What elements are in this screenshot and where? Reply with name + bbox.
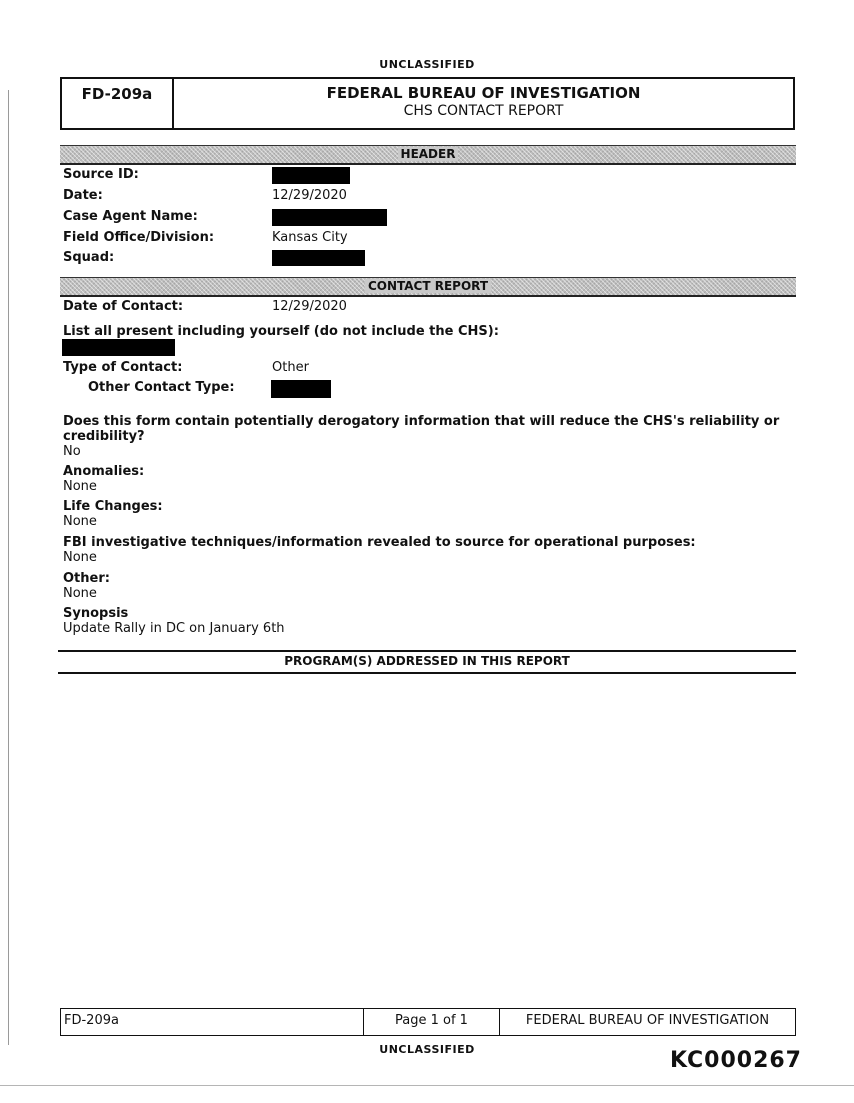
fbi-techniques-value: None — [63, 550, 97, 565]
contact-report-section-bar — [60, 277, 796, 297]
other-contact-type-redaction — [271, 380, 331, 398]
source-id-label: Source ID: — [63, 167, 139, 182]
form-number: FD-209a — [62, 79, 174, 128]
source-id-redaction — [272, 167, 350, 184]
classification-bottom: UNCLASSIFIED — [379, 1043, 475, 1056]
footer-form-number: FD-209a — [61, 1009, 364, 1035]
organization-title: FEDERAL BUREAU OF INVESTIGATION — [326, 84, 641, 102]
synopsis-value: Update Rally in DC on January 6th — [63, 621, 285, 636]
other-value: None — [63, 586, 97, 601]
squad-redaction — [272, 250, 365, 266]
date-value: 12/29/2020 — [272, 188, 347, 203]
derogatory-question-line1: Does this form contain potentially derogatory information that will reduce the CHS's reliability or — [63, 414, 780, 429]
anomalies-label: Anomalies: — [63, 464, 145, 479]
present-list-label: List all present including yourself (do not include the CHS): — [63, 324, 499, 339]
title-block — [174, 79, 793, 128]
synopsis-label: Synopsis — [63, 606, 129, 621]
fbi-techniques-label: FBI investigative techniques/information revealed to source for operational purposes: — [63, 535, 696, 550]
page-footer — [60, 1008, 796, 1036]
other-contact-type-label: Other Contact Type: — [88, 380, 235, 395]
contact-report-section-title: CONTACT REPORT — [365, 279, 491, 293]
scan-bottom-line — [0, 1085, 854, 1086]
form-title-box — [60, 77, 795, 130]
anomalies-value: None — [63, 479, 97, 494]
header-section-bar — [60, 145, 796, 165]
programs-section-bar — [58, 650, 796, 674]
derogatory-answer: No — [63, 444, 81, 459]
report-title: CHS CONTACT REPORT — [403, 103, 564, 119]
footer-organization: FEDERAL BUREAU OF INVESTIGATION — [525, 1013, 770, 1028]
type-of-contact-value: Other — [272, 360, 309, 375]
programs-section-title: PROGRAM(S) ADDRESSED IN THIS REPORT — [284, 654, 570, 668]
life-changes-value: None — [63, 514, 97, 529]
case-agent-label: Case Agent Name: — [63, 209, 198, 224]
type-of-contact-label: Type of Contact: — [63, 360, 183, 375]
date-of-contact-value: 12/29/2020 — [272, 299, 347, 314]
classification-top: UNCLASSIFIED — [379, 58, 475, 71]
derogatory-question-line2: credibility? — [63, 429, 145, 444]
present-list-redaction — [62, 339, 175, 356]
date-label: Date: — [63, 188, 103, 203]
bates-number: KC000267 — [669, 1048, 802, 1073]
scan-margin-line — [8, 90, 9, 1045]
field-office-label: Field Office/Division: — [63, 230, 215, 245]
squad-label: Squad: — [63, 250, 115, 265]
life-changes-label: Life Changes: — [63, 499, 163, 514]
date-of-contact-label: Date of Contact: — [63, 299, 184, 314]
other-label: Other: — [63, 571, 110, 586]
case-agent-redaction — [272, 209, 387, 226]
field-office-value: Kansas City — [272, 230, 348, 245]
footer-page-number: Page 1 of 1 — [364, 1009, 500, 1035]
header-section-title: HEADER — [398, 147, 459, 161]
